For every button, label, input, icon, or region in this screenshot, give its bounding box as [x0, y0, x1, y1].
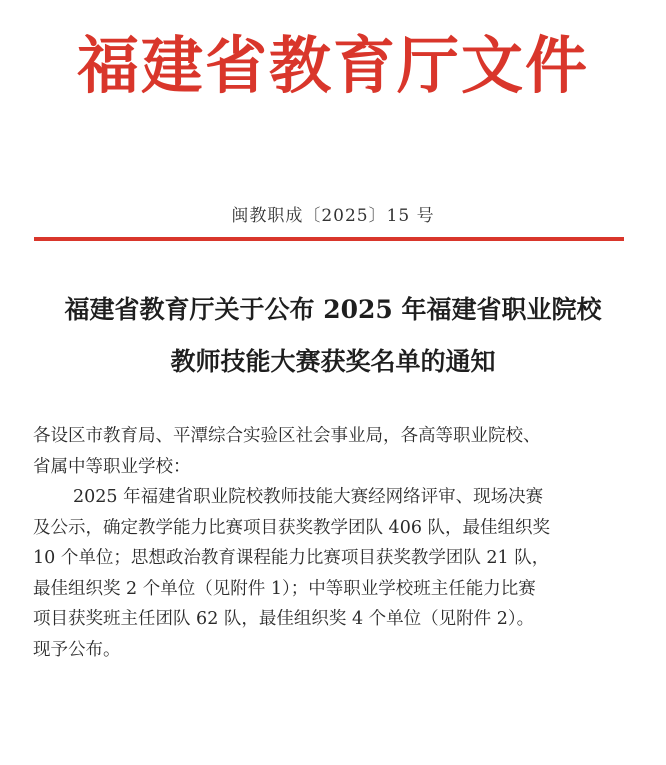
body-line: 10 个单位；思想政治教育课程能力比赛项目获奖教学团队 21 队，	[33, 548, 550, 568]
body-line: 项目获奖班主任团队 62 队，最佳组织奖 4 个单位（见附件 2）。	[33, 609, 535, 629]
notice-title-line-2: 教师技能大赛获奖名单的通知	[170, 347, 496, 376]
notice-body	[33, 421, 633, 665]
masthead-title: 福建省教育厅文件	[76, 29, 589, 102]
document-number: 闽教职成〔2025〕15 号	[231, 206, 435, 226]
body-line-closing: 现予公布。	[33, 639, 121, 660]
red-divider	[34, 237, 624, 241]
body-line-recipients-1: 各设区市教育局、平潭综合实验区社会事业局，各高等职业院校、	[33, 426, 541, 446]
body-line: 最佳组织奖 2 个单位（见附件 1）；中等职业学校班主任能力比赛	[33, 578, 536, 599]
body-line-recipients-2: 省属中等职业学校：	[33, 456, 191, 477]
body-line-paragraph-start: 2025 年福建省职业院校教师技能大赛经网络评审、现场决赛	[73, 487, 544, 507]
body-line: 及公示，确定教学能力比赛项目获奖教学团队 406 队，最佳组织奖	[33, 517, 551, 538]
notice-title-line-1: 福建省教育厅关于公布 2025 年福建省职业院校	[64, 295, 602, 324]
